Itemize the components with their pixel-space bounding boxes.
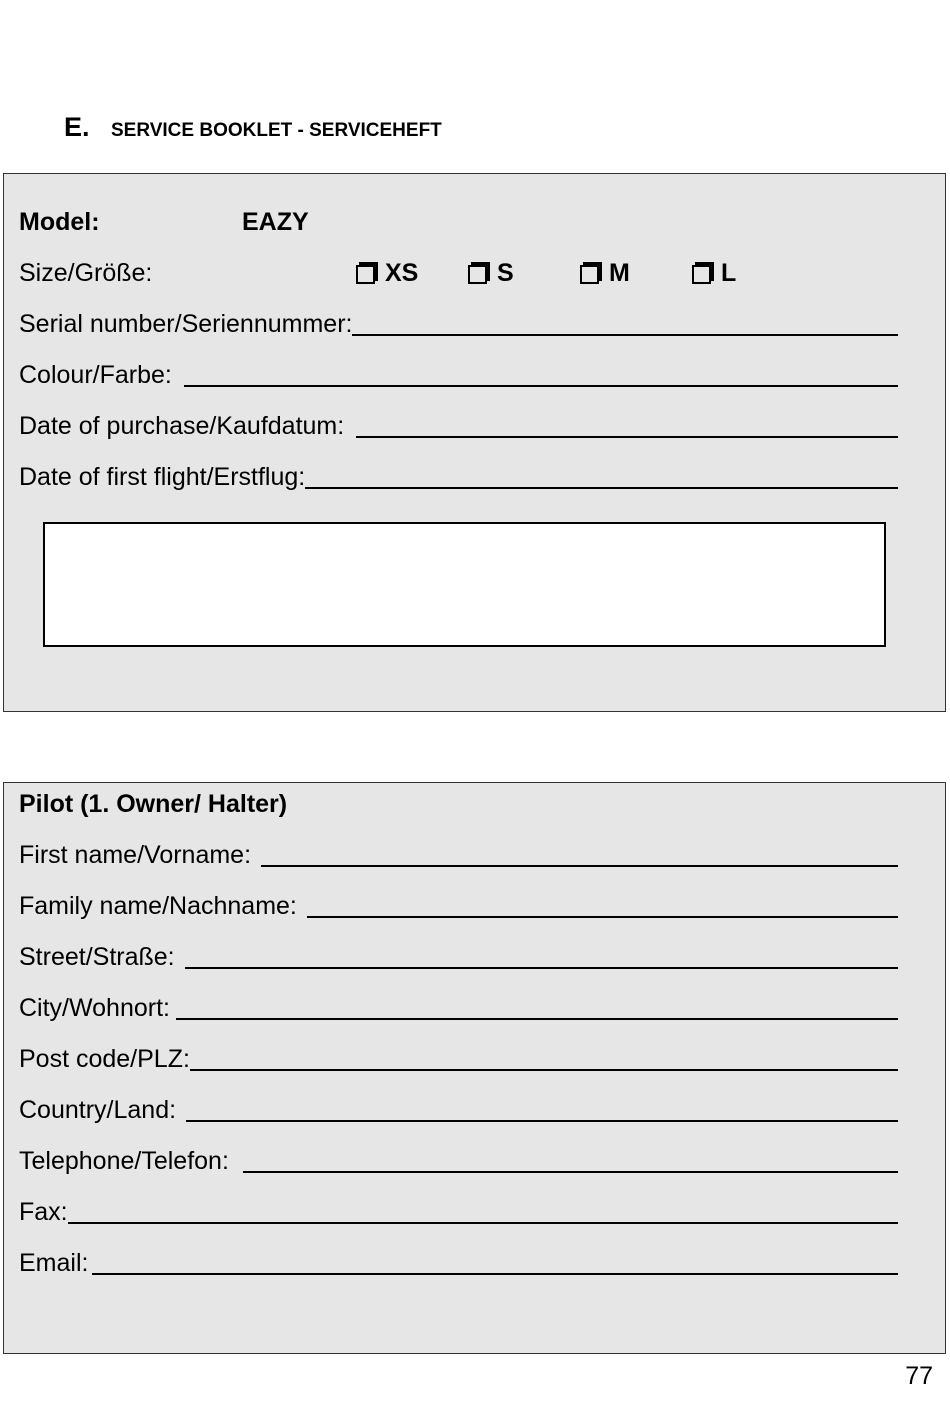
size-label: Size/Größe: (19, 259, 153, 287)
email-row (19, 1244, 898, 1278)
size-row (19, 254, 898, 288)
checkbox-icon[interactable] (580, 265, 599, 284)
size-option-label: M (609, 259, 630, 287)
email-field[interactable] (92, 1273, 898, 1275)
serial-number-field[interactable] (352, 334, 898, 336)
fax-row (19, 1193, 898, 1227)
size-option-s[interactable] (468, 258, 580, 288)
fax-label: Fax: (19, 1198, 68, 1226)
colour-field[interactable] (184, 385, 898, 387)
checkbox-icon[interactable] (692, 265, 711, 284)
street-field[interactable] (185, 967, 898, 969)
first-name-row (19, 836, 898, 870)
country-label: Country/Land: (19, 1096, 177, 1124)
pilot-title: Pilot (1. Owner/ Halter) (19, 790, 288, 818)
first-flight-row (19, 458, 898, 492)
street-row (19, 938, 898, 972)
pilot-info-panel (3, 782, 946, 1354)
purchase-date-field[interactable] (356, 436, 898, 438)
purchase-date-row (19, 407, 898, 441)
post-code-label: Post code/PLZ: (19, 1045, 190, 1073)
first-flight-label: Date of first flight/Erstflug: (19, 463, 306, 491)
serial-number-row (19, 305, 898, 339)
first-flight-field[interactable] (305, 487, 898, 489)
size-option-label: XS (385, 259, 419, 287)
size-option-label: L (721, 259, 737, 287)
telephone-field[interactable] (243, 1171, 898, 1173)
section-title: SERVICE BOOKLET - SERVICEHEFT (111, 120, 442, 141)
colour-label: Colour/Farbe: (19, 361, 172, 389)
family-name-field[interactable] (307, 916, 898, 918)
telephone-row (19, 1142, 898, 1176)
family-name-row (19, 887, 898, 921)
model-label: Model: (19, 208, 100, 236)
first-name-field[interactable] (261, 865, 898, 867)
family-name-label: Family name/Nachname: (19, 892, 297, 920)
checkbox-icon[interactable] (468, 265, 487, 284)
first-name-label: First name/Vorname: (19, 841, 252, 869)
purchase-date-label: Date of purchase/Kaufdatum: (19, 412, 345, 440)
city-label: City/Wohnort: (19, 994, 170, 1022)
colour-row (19, 356, 898, 390)
telephone-label: Telephone/Telefon: (19, 1147, 229, 1175)
country-row (19, 1091, 898, 1125)
country-field[interactable] (186, 1120, 898, 1122)
model-value: EAZY (242, 208, 309, 236)
serial-number-label: Serial number/Seriennummer: (19, 310, 353, 338)
checkbox-icon[interactable] (356, 265, 375, 284)
size-option-xs[interactable] (356, 258, 468, 288)
fax-field[interactable] (68, 1222, 898, 1224)
pilot-title-row (19, 785, 898, 819)
section-letter: E. (64, 112, 90, 142)
stamp-box[interactable] (43, 522, 886, 647)
section-heading (64, 112, 442, 143)
street-label: Street/Straße: (19, 943, 175, 971)
city-field[interactable] (176, 1018, 898, 1020)
size-option-label: S (497, 259, 514, 287)
post-code-field[interactable] (190, 1069, 898, 1071)
page-number: 77 (905, 1362, 933, 1390)
glider-info-panel (3, 173, 946, 712)
city-row (19, 989, 898, 1023)
email-label: Email: (19, 1249, 89, 1277)
post-code-row (19, 1040, 898, 1074)
size-option-m[interactable] (580, 258, 692, 288)
size-option-l[interactable] (692, 258, 804, 288)
model-row (19, 203, 898, 237)
